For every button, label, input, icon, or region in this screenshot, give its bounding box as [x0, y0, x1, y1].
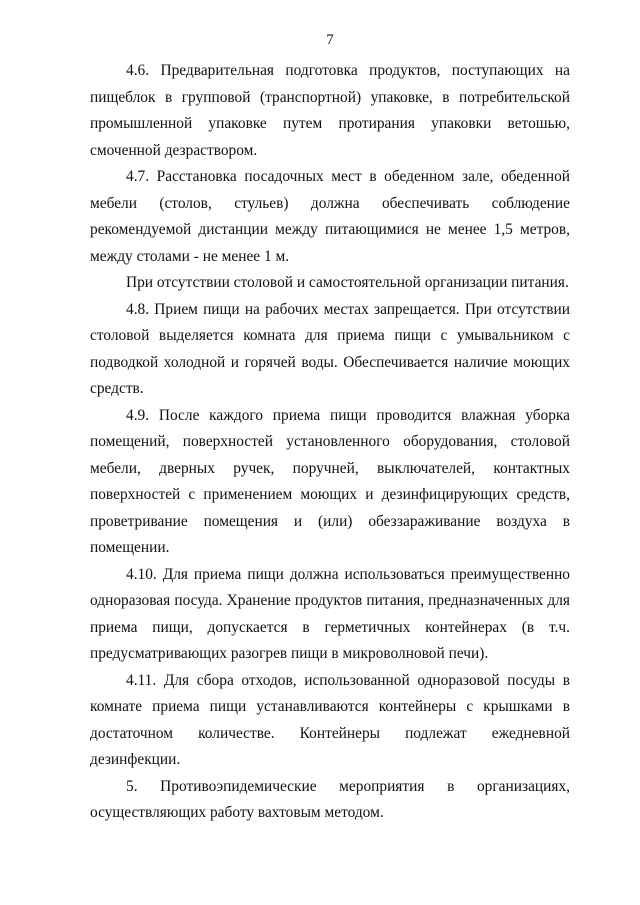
- paragraph-4-6: 4.6. Предварительная подготовка продуктов, поступающих на пищеблок в групповой (транспортной) упаковке, в потребительской промышленной упаковке путем протирания упаковки ветошью, смоченной дезраствором.: [90, 62, 570, 159]
- page-number: 7: [326, 32, 334, 48]
- paragraph-4-9: 4.9. После каждого приема пищи проводится влажная уборка помещений, поверхностей установленного оборудования, столовой мебели, дверных ручек, поручней, выключателей, контактных поверхностей с применением моющих и дезинфицирующих средств, проветривание помещения и (или) обеззараживание воздуха в помещении.: [90, 406, 570, 556]
- paragraph-4-10: 4.10. Для приема пищи должна использоваться преимущественно одноразовая посуда. Хранение продуктов питания, предназначенных для приема пищи, допускается в герметичных контейнерах (в т.ч. предусматривающих разогрев пищи в микроволновой печи).: [90, 565, 570, 662]
- paragraph-no-canteen: При отсутствии столовой и самостоятельной организации питания.: [126, 274, 569, 291]
- document-body: [90, 58, 570, 827]
- paragraph-4-8: 4.8. Прием пищи на рабочих местах запрещается. При отсутствии столовой выделяется комната для приема пищи с умывальником с подводкой холодной и горячей воды. Обеспечивается наличие моющих средств.: [90, 300, 570, 397]
- paragraph-section-5: 5. Противоэпидемические мероприятия в организациях, осуществляющих работу вахтовым методом.: [90, 777, 570, 821]
- paragraph-4-7: 4.7. Расстановка посадочных мест в обеденном зале, обеденной мебели (столов, стульев) должна обеспечивать соблюдение рекомендуемой дистанции между питающимися не менее 1,5 метров, между столами - не менее 1 м.: [90, 168, 570, 265]
- paragraph-4-11: 4.11. Для сбора отходов, использованной одноразовой посуды в комнате приема пищи устанавливаются контейнеры с крышками в достаточном количестве. Контейнеры подлежат ежедневной дезинфекции.: [90, 671, 570, 768]
